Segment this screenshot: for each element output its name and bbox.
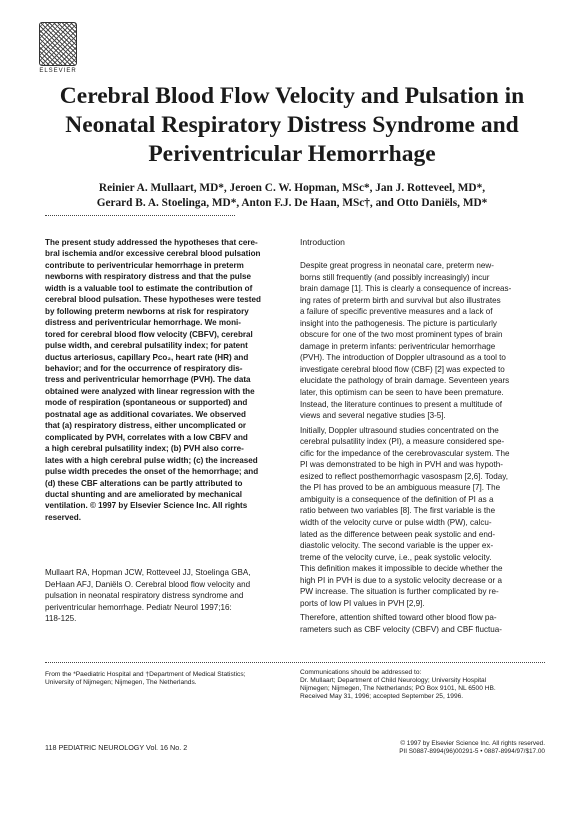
- footnote-line: Nijmegen; Nijmegen, The Netherlands; PO Box 9101, NL 6500 HB.: [300, 685, 496, 693]
- abstract-line: newborns with respiratory distress and that the pulse: [45, 272, 251, 282]
- intro-paragraph: [300, 425, 545, 610]
- title-line: Neonatal Respiratory Distress Syndrome and: [65, 112, 519, 138]
- abstract-line: that (a) respiratory distress, either uncomplicated or: [45, 421, 247, 431]
- title-line: Cerebral Blood Flow Velocity and Pulsation in: [59, 83, 525, 109]
- text-line: damage in preterm infants: periventricular hemorrhage: [300, 341, 496, 351]
- author-list: [40, 181, 544, 211]
- footnote-line: Received May 31, 1996; accepted September 25, 1996.: [300, 693, 464, 701]
- text-line: obscure for one of the two most prominent types of brain: [300, 330, 503, 340]
- author-line: Reinier A. Mullaart, MD*, Jeroen C. W. Hopman, MSc*, Jan J. Rotteveel, MD*,: [98, 182, 486, 194]
- abstract-line: ductus arteriosus, capillary Pco₂, heart rate (HR) and: [45, 352, 249, 362]
- abstract-line: by following preterm newborns at risk for respiratory: [45, 306, 249, 316]
- footnote-divider: [45, 662, 545, 663]
- footer-line: © 1997 by Elsevier Science Inc. All rights reserved.: [400, 740, 545, 747]
- abstract-line: width is a valuable tool to estimate the contribution of: [45, 283, 253, 293]
- citation-block: [45, 567, 285, 625]
- text-line: rameters such as CBF velocity (CBFV) and CBF fluctua-: [300, 624, 502, 634]
- publisher-logo: [38, 22, 78, 76]
- text-line: Therefore, attention shifted toward other blood flow pa-: [300, 613, 497, 623]
- text-line: insight into the pathogenesis. The picture is particularly: [300, 318, 497, 328]
- text-line: esized to reflect posthemorrhagic vasospasm [2,6]. Today,: [300, 471, 508, 481]
- article-title: [28, 82, 556, 169]
- section-heading: Introduction: [300, 237, 345, 247]
- text-line: borns still frequently (and possibly increasingly) incur: [300, 272, 490, 282]
- abstract-line: ventilation. © 1997 by Elsevier Science Inc. All rights: [45, 501, 248, 511]
- abstract-line: tored for cerebral blood flow velocity (CBFV), cerebral: [45, 329, 253, 339]
- introduction-section: [300, 237, 545, 636]
- abstract-line: ductal shunting and are ameliorated by mechanical: [45, 489, 243, 499]
- abstract-line: cerebral blood pulsation. These hypotheses were tested: [45, 295, 261, 305]
- text-line: Despite great progress in neonatal care, preterm new-: [300, 261, 494, 270]
- abstract-line: bral ischemia and/or excessive cerebral blood pulsation: [45, 249, 261, 259]
- text-line: ports of low PI values in PVH [2,9].: [300, 598, 425, 608]
- text-line: width of the velocity curve or pulse width (PW), calcu-: [300, 518, 492, 528]
- publisher-wordmark: ELSEVIER: [39, 68, 77, 74]
- text-line: a failure of specific preventive measures and a lack of: [300, 307, 493, 317]
- text-line: later, this optimism can be seen to have been premature.: [300, 388, 504, 398]
- abstract-line: (d) these CBF alterations can be partly attributed to: [45, 478, 243, 488]
- running-footer-copyright: [330, 740, 545, 756]
- text-line: cific for the impedance of the cerebrovascular system. The: [300, 448, 510, 458]
- abstract-line: The present study addressed the hypotheses that cere-: [45, 238, 258, 247]
- citation-line: 118-125.: [45, 614, 77, 623]
- text-line: treme of the velocity curve, i.e., peak systolic velocity.: [300, 552, 492, 562]
- text-line: PI was demonstrated to be high in PVH and was hypoth-: [300, 460, 503, 470]
- title-line: Periventricular Hemorrhage: [148, 141, 436, 167]
- text-line: views and several negative studies [3-5].: [300, 411, 446, 421]
- text-line: PW increase. The situation is further complicated by re-: [300, 587, 499, 597]
- author-line: Gerard B. A. Stoelinga, MD*, Anton F.J. De Haan, MSc†, and Otto Daniëls, MD*: [96, 197, 488, 209]
- footnote-line: Dr. Mullaart; Department of Child Neurology; University Hospital: [300, 677, 487, 685]
- abstract-line: tress and periventricular hemorrhage (PVH). The data: [45, 375, 251, 385]
- intro-paragraph: [300, 612, 545, 635]
- abstract-line: postnatal age as additional covariates. We observed: [45, 409, 246, 419]
- citation-line: periventricular hemorrhage. Pediatr Neurol 1997;16:: [45, 602, 232, 612]
- citation-line: DeHaan AFJ, Daniëls O. Cerebral blood flow velocity and: [45, 579, 251, 589]
- footnote-line: Communications should be addressed to:: [300, 669, 422, 676]
- footnote-line: University of Nijmegen; Nijmegen, The Netherlands.: [45, 679, 197, 687]
- intro-paragraph: [300, 260, 545, 422]
- abstract: [45, 237, 285, 523]
- text-line: (PVH). The introduction of Doppler ultrasound as a tool to: [300, 353, 506, 363]
- text-line: high PI in PVH is due to a systolic velocity decrease or a: [300, 575, 502, 585]
- footer-line: PII S0887-8994(96)00291-5 • 0887-8994/97/$17.00: [399, 748, 545, 755]
- text-line: Instead, the literature continues to present a multitude of: [300, 399, 503, 409]
- elsevier-tree-icon: [39, 22, 77, 66]
- text-line: ing rates of preterm birth and survival but also illustrates: [300, 295, 501, 305]
- abstract-line: pulse width precedes the onset of the hemorrhage; and: [45, 467, 259, 477]
- text-line: investigate cerebral blood flow (CBF) [2] was expected to: [300, 364, 505, 374]
- abstract-line: distress and periventricular hemorrhage. We moni-: [45, 318, 241, 328]
- abstract-line: pulse width, and cerebral pulsatility index; for patent: [45, 341, 248, 351]
- abstract-line: contribute to periventricular hemorrhage in preterm: [45, 260, 244, 270]
- abstract-line: mode of respiration (spontaneous or supported) and: [45, 398, 248, 408]
- title-divider: [45, 215, 235, 216]
- text-line: ratio between two variables [8]. The first variable is the: [300, 506, 496, 516]
- abstract-line: lates with a high cerebral pulse width; (c) the increased: [45, 455, 258, 465]
- abstract-line: complicated by PVH, correlates with a low CBFV and: [45, 432, 248, 442]
- citation-line: pulsation in neonatal respiratory distress syndrome and: [45, 591, 244, 600]
- text-line: This definition makes it impossible to decide whether the: [300, 564, 503, 574]
- abstract-line: behavior; and for the occurrence of respiratory dis-: [45, 363, 243, 373]
- abstract-line: obtained were analyzed with linear regression with the: [45, 386, 255, 396]
- abstract-line: reserved.: [45, 512, 81, 522]
- affiliation-footnote: [45, 671, 285, 688]
- citation-line: Mullaart RA, Hopman JCW, Rotteveel JJ, Stoelinga GBA,: [45, 568, 251, 577]
- text-line: Initially, Doppler ultrasound studies concentrated on the: [300, 425, 499, 435]
- abstract-line: a high cerebral pulsatility index; (b) PVH also corre-: [45, 444, 244, 454]
- text-line: elucidate the pathology of brain damage. Seventeen years: [300, 376, 510, 386]
- correspondence-footnote: [300, 669, 545, 701]
- text-line: ambiguity is a consequence of the definition of PI as a: [300, 494, 494, 504]
- text-line: lated as the difference between peak systolic and end-: [300, 529, 496, 539]
- text-line: diastolic velocity. The second variable is the upper ex-: [300, 541, 494, 551]
- text-line: cerebral pulsatility index (PI), a measure considered spe-: [300, 437, 505, 447]
- footnote-line: From the *Paediatric Hospital and †Department of Medical Statistics;: [45, 671, 246, 678]
- text-line: the PI has proved to be an ambiguous measure [7]. The: [300, 483, 501, 493]
- text-line: brain damage [1]. This is clearly a consequence of increas-: [300, 284, 512, 294]
- running-footer-journal: 118 PEDIATRIC NEUROLOGY Vol. 16 No. 2: [45, 743, 188, 752]
